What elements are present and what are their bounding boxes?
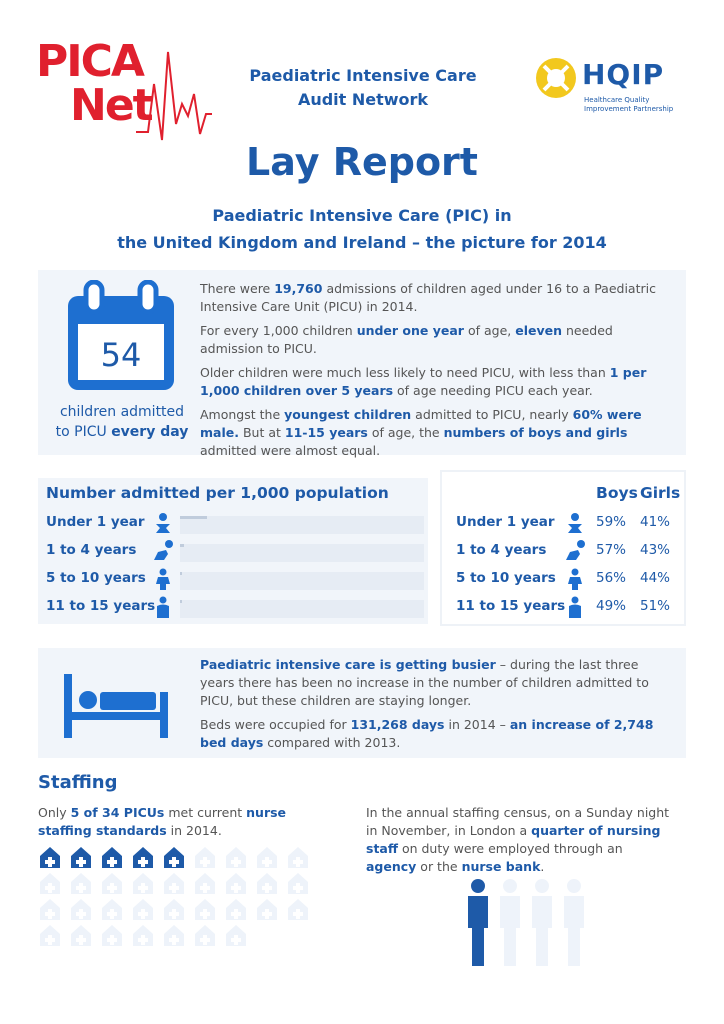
picu-house-icon: [288, 873, 308, 894]
picu-house-icon: [71, 925, 91, 946]
admissions-para-4: Amongst the youngest children admitted to PICU, nearly 60% were male. But at 11-15 years of age, the numbers of boys and girls admitted were almost equal.: [200, 407, 642, 458]
logo-text-pica: PICA: [36, 36, 143, 87]
hospital-bed-icon: [62, 664, 172, 740]
rate-bar: [180, 600, 182, 603]
network-title: Paediatric Intensive Care Audit Network: [249, 66, 477, 109]
picu-house-icon: [195, 925, 215, 946]
baby-icon: [564, 512, 586, 534]
rate-row: [46, 512, 426, 536]
rate-bar: [180, 544, 184, 547]
logo-text-net: Net: [70, 80, 152, 131]
hqip-name: HQIP: [582, 58, 665, 91]
bed-days-para-2: Beds were occupied for 131,268 days in 2014 – an increase of 2,748 bed days compared with 2013.: [200, 717, 654, 750]
hqip-logo: [534, 56, 694, 126]
picu-house-icon: [71, 847, 91, 868]
picu-house-icon: [288, 847, 308, 868]
picu-house-icon: [257, 847, 277, 868]
picu-house-grid: [38, 846, 338, 966]
picu-house-icon: [226, 925, 246, 946]
girls-header: Girls: [640, 484, 681, 502]
child-icon: [152, 568, 174, 590]
picu-house-icon: [102, 847, 122, 868]
staffing-title: Staffing: [38, 772, 118, 793]
rate-row: [46, 596, 426, 620]
nurse-icon: [564, 879, 584, 966]
baby-icon: [152, 512, 174, 534]
rate-row: [46, 540, 426, 564]
picu-house-icon: [164, 899, 184, 920]
rate-label: 5 to 10 years: [46, 570, 146, 586]
picu-house-icon: [71, 873, 91, 894]
rate-bar-track: [180, 600, 424, 618]
rate-bar: [180, 516, 207, 519]
toddler-icon: [152, 540, 174, 562]
agency-staff-text: In the annual staffing census, on a Sunday night in November, in London a quarter of nursing staff on duty were employed through an agency or the nurse bank.: [366, 805, 670, 874]
admissions-text: [200, 280, 670, 466]
child-icon: [564, 568, 586, 590]
rate-row: [46, 568, 426, 592]
rate-bar-track: [180, 516, 424, 534]
calendar-caption: children admitted to PICU every day: [55, 404, 189, 440]
rate-bar-track: [180, 544, 424, 562]
picu-house-icon: [133, 899, 153, 920]
rate-label: 11 to 15 years: [46, 598, 156, 614]
picu-house-icon: [133, 925, 153, 946]
picu-house-icon: [195, 847, 215, 868]
bed-days-text: [200, 656, 676, 758]
picu-house-icon: [102, 899, 122, 920]
picu-house-icon: [164, 925, 184, 946]
picu-house-icon: [164, 873, 184, 894]
teen-icon: [152, 596, 174, 618]
report-subtitle: Paediatric Intensive Care (PIC) in the United Kingdom and Ireland – the picture for 2014: [117, 206, 607, 252]
nurse-icon: [532, 879, 552, 966]
picu-house-icon: [226, 873, 246, 894]
picu-house-icon: [226, 899, 246, 920]
picu-house-icon: [40, 847, 60, 868]
picu-house-icon: [164, 847, 184, 868]
staffing-standards-text: Only 5 of 34 PICUs met current nurse staffing standards in 2014.: [38, 805, 287, 838]
admissions-para-2: For every 1,000 children under one year of age, eleven needed admission to PICU.: [200, 323, 613, 356]
admissions-para-3: Older children were much less likely to need PICU, with less than 1 per 1,000 children over 5 years of age needing PICU each year.: [200, 365, 647, 398]
picu-house-icon: [40, 899, 60, 920]
rates-title: Number admitted per 1,000 population: [46, 484, 389, 502]
gender-row: 11 to 15 years 49% 51%: [456, 596, 686, 620]
picu-house-icon: [257, 899, 277, 920]
picu-house-icon: [102, 873, 122, 894]
rate-label: Under 1 year: [46, 514, 145, 530]
nurse-icon: [500, 879, 520, 966]
agency-nurse-icon: [468, 879, 488, 966]
report-title: Lay Report: [246, 140, 478, 184]
picu-house-icon: [288, 899, 308, 920]
rate-bar: [180, 572, 182, 575]
bed-days-para-1: Paediatric intensive care is getting busier – during the last three years there has been no increase in the number of children admitted to PICU, but these children are staying longer.: [200, 657, 649, 708]
rate-label: 1 to 4 years: [46, 542, 137, 558]
picu-house-icon: [257, 873, 277, 894]
hqip-subtitle: Healthcare Quality Improvement Partnership: [584, 96, 674, 113]
teen-icon: [564, 596, 586, 618]
picu-house-icon: [40, 925, 60, 946]
picu-house-icon: [71, 899, 91, 920]
admissions-para-1: There were 19,760 admissions of children aged under 16 to a Paediatric Intensive Care Unit (PICU) in 2014.: [200, 281, 656, 314]
heartbeat-icon: [136, 44, 216, 144]
rate-bar-track: [180, 572, 424, 590]
picu-house-icon: [133, 873, 153, 894]
picanet-logo: [36, 36, 216, 145]
calendar-icon: [66, 280, 176, 392]
hqip-emblem-icon: [534, 56, 578, 100]
nurse-figures: [460, 878, 600, 968]
picu-house-icon: [195, 899, 215, 920]
gender-row: Under 1 year 59% 41%: [456, 512, 686, 536]
calendar-number: 54: [100, 336, 142, 374]
picu-house-icon: [40, 873, 60, 894]
picu-house-icon: [133, 847, 153, 868]
picu-house-icon: [195, 873, 215, 894]
picu-house-icon: [102, 925, 122, 946]
toddler-icon: [564, 540, 586, 562]
picu-house-icon: [226, 847, 246, 868]
gender-row: 1 to 4 years 57% 43%: [456, 540, 686, 564]
boys-header: Boys: [596, 484, 638, 502]
gender-row: 5 to 10 years 56% 44%: [456, 568, 686, 592]
